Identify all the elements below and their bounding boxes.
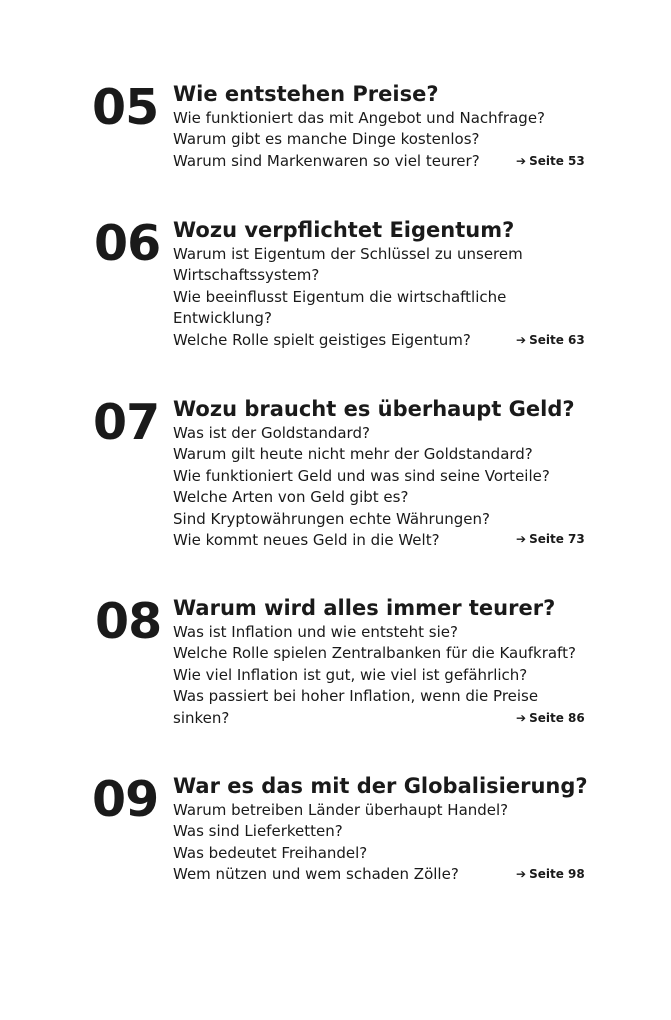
chapter-title: War es das mit der Globalisierung? xyxy=(173,774,588,798)
question-item: Wie beeinflusst Eigentum die wirtschaftliche xyxy=(173,287,507,306)
question-item: Welche Rolle spielt geistiges Eigentum? xyxy=(173,330,471,349)
page-reference[interactable] xyxy=(516,333,585,347)
question-item: Warum betreiben Länder überhaupt Handel? xyxy=(173,801,509,819)
page-reference-label: Seite 63 xyxy=(529,333,585,347)
page-reference[interactable] xyxy=(516,867,585,881)
chapter-title: Wie entstehen Preise? xyxy=(173,82,439,106)
question-item: Welche Arten von Geld gibt es? xyxy=(173,488,409,507)
arrow-right-icon: ➔ xyxy=(516,867,527,881)
question-list xyxy=(173,108,573,172)
arrow-right-icon: ➔ xyxy=(516,154,527,168)
question-item: Was sind Lieferketten? xyxy=(173,822,343,841)
question-item: Warum gibt es manche Dinge kostenlos? xyxy=(173,130,480,149)
question-item: Wirtschaftssystem? xyxy=(173,266,320,285)
question-item: Wie funktioniert das mit Angebot und Nachfrage? xyxy=(173,109,546,127)
chapter-number: 09 xyxy=(92,771,159,828)
question-item: Warum gilt heute nicht mehr der Goldstandard? xyxy=(173,445,533,464)
question-item: Warum ist Eigentum der Schlüssel zu unserem xyxy=(173,245,523,263)
arrow-right-icon: ➔ xyxy=(516,711,527,725)
question-item: Warum sind Markenwaren so viel teurer? xyxy=(173,151,480,170)
question-item: Wie viel Inflation ist gut, wie viel ist gefährlich? xyxy=(173,665,528,684)
page-reference-label: Seite 98 xyxy=(529,867,585,881)
question-item: Welche Rolle spielen Zentralbanken für die Kaufkraft? xyxy=(173,644,576,663)
question-item: Was ist Inflation und wie entsteht sie? xyxy=(173,623,458,641)
page-reference-label: Seite 53 xyxy=(529,154,585,168)
question-list xyxy=(173,423,573,551)
chapter-number: 06 xyxy=(94,215,161,272)
chapter-title: Warum wird alles immer teurer? xyxy=(173,596,556,620)
chapter-title: Wozu verpflichtet Eigentum? xyxy=(173,218,515,242)
question-item: Wie funktioniert Geld und was sind seine Vorteile? xyxy=(173,466,550,485)
chapter-number: 05 xyxy=(92,79,159,136)
arrow-right-icon: ➔ xyxy=(516,532,527,546)
page-reference[interactable] xyxy=(516,711,585,725)
page-reference-label: Seite 73 xyxy=(529,532,585,546)
question-list xyxy=(173,622,576,729)
question-item: Wem nützen und wem schaden Zölle? xyxy=(173,865,459,884)
chapter-title: Wozu braucht es überhaupt Geld? xyxy=(173,397,575,421)
arrow-right-icon: ➔ xyxy=(516,333,527,347)
page-reference-label: Seite 86 xyxy=(529,711,585,725)
question-item: Was ist der Goldstandard? xyxy=(173,424,370,442)
page-reference[interactable] xyxy=(516,532,585,546)
question-item: Wie kommt neues Geld in die Welt? xyxy=(173,531,440,550)
question-item: Entwicklung? xyxy=(173,309,272,328)
question-list xyxy=(173,244,573,351)
question-item: Was bedeutet Freihandel? xyxy=(173,843,368,862)
page-reference[interactable] xyxy=(516,154,585,168)
question-item: Was passiert bei hoher Inflation, wenn die Preise xyxy=(173,687,539,706)
chapter-number: 08 xyxy=(95,593,162,650)
chapter-number: 07 xyxy=(93,394,160,451)
question-item: Sind Kryptowährungen echte Währungen? xyxy=(173,509,490,528)
question-item: sinken? xyxy=(173,708,230,727)
question-list xyxy=(173,800,573,886)
